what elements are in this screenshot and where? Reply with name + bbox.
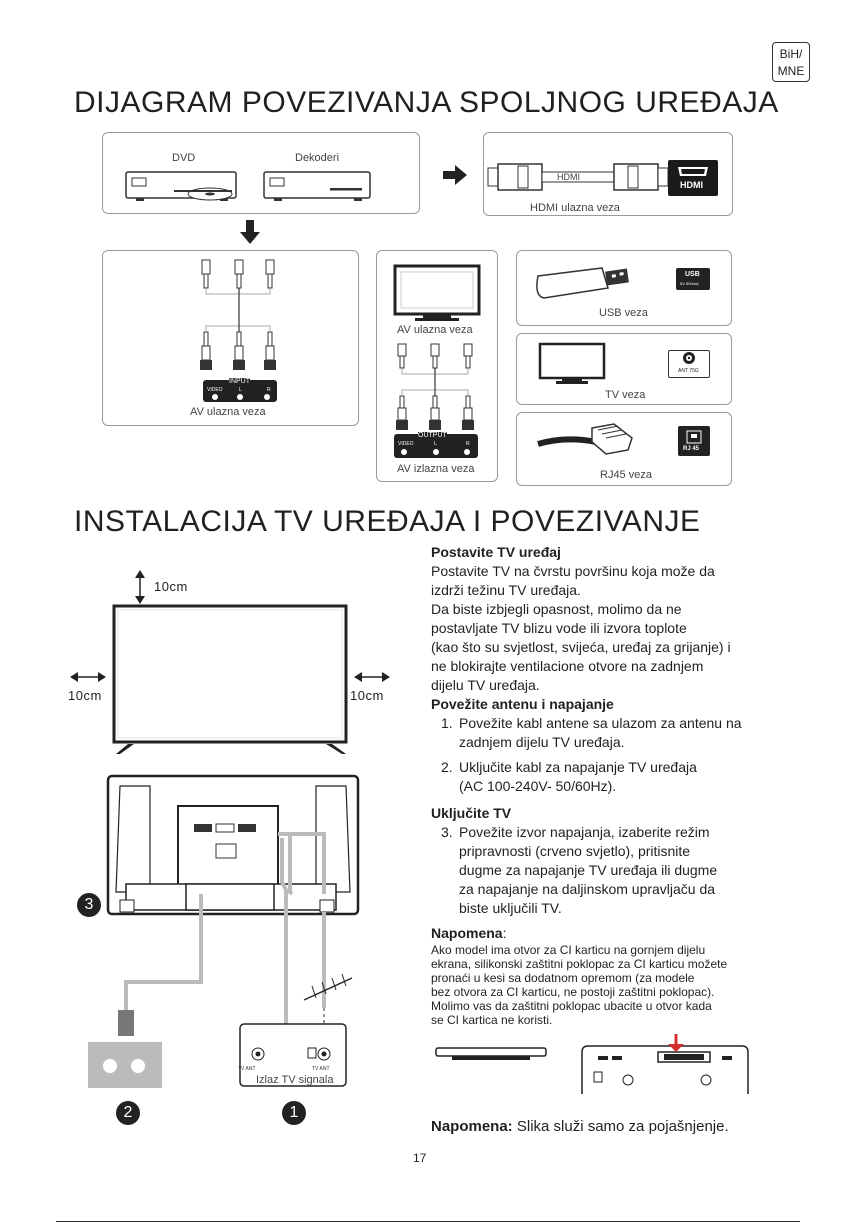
step-3-line-3: za napajanje na daljinskom upravljaču da — [459, 881, 716, 897]
note-line-2: pronaći u kesi sa dodatnom opremom (za modele — [431, 971, 695, 985]
step-3-line-0: Povežite izvor napajanja, izaberite režim — [459, 824, 710, 840]
place-line-2: Da biste izbjegli opasnost, molimo da ne — [431, 601, 682, 617]
output-jacks-icon — [394, 447, 478, 457]
tv-back-illustration — [86, 772, 376, 1122]
usb-port-sub: 5V 500mA — [680, 281, 699, 286]
ant-label-b: TV ANT — [312, 1066, 330, 1072]
down-arrow-icon — [240, 220, 260, 244]
note-line-3: bez otvora za CI karticu, ne postoji zaštitni poklopac). — [431, 985, 715, 999]
rj45-port-label: RJ 45 — [683, 446, 700, 452]
step-2 — [431, 758, 771, 796]
note-heading: Napomena — [431, 925, 503, 941]
place-line-3: postavljate TV blizu vode ili izvora toplote — [431, 620, 687, 636]
output-video-label: VIDEO — [398, 441, 414, 447]
step-2-line-1: (AC 100-240V- 50/60Hz). — [459, 778, 617, 794]
marker-3: 3 — [77, 893, 101, 917]
monitor-icon — [393, 264, 483, 322]
hdmi-cable-label: HDMI — [557, 172, 580, 182]
place-line-6: dijelu TV uređaja. — [431, 677, 540, 693]
on-heading: Uključite TV — [431, 805, 512, 821]
ci-slot-illustration — [432, 1034, 752, 1100]
instructions-column — [431, 543, 771, 1027]
hdmi-cable-icon — [488, 160, 728, 196]
place-line-4: (kao što su svjetlost, svijeća, uređaj za grijanje) i — [431, 639, 731, 655]
step-3 — [431, 823, 771, 918]
usb-caption: USB veza — [599, 307, 648, 319]
ant-port-label: ANT 75Ω — [678, 368, 699, 374]
output-r-label: R — [466, 441, 470, 447]
badge-line-1: BiH/ — [779, 47, 803, 61]
clearance-right: 10cm — [350, 688, 384, 703]
step-2-num: 2. — [441, 759, 453, 775]
input-r-label: R — [267, 387, 271, 393]
place-heading: Postavite TV uređaj — [431, 544, 561, 560]
decoder-label: Dekoderi — [295, 152, 340, 164]
place-line-5: ne blokirajte ventilacione otvore na zadnjem — [431, 658, 704, 674]
step-1-line-1: zadnjem dijelu TV uređaja. — [459, 734, 625, 750]
output-panel-label: OUTPUT — [418, 432, 447, 439]
ethernet-port-icon — [686, 430, 702, 444]
rca-cable-2-icon — [392, 342, 482, 434]
step-1-line-0: Povežite kabl antene sa ulazom za antenu na — [459, 715, 742, 731]
input-l-label: L — [239, 387, 242, 393]
final-note-text: Slika služi samo za pojašnjenje. — [512, 1118, 729, 1135]
step-1-num: 1. — [441, 715, 453, 731]
step-2-line-0: Uključite kabl za napajanje TV uređaja — [459, 759, 697, 775]
hdmi-caption: HDMI ulazna veza — [530, 202, 620, 214]
place-line-0: Postavite TV na čvrstu površinu koja može da — [431, 563, 715, 579]
note-line-1: ekrana, silikonski zaštitni poklopac za CI karticu možete — [431, 957, 728, 971]
input-panel-label: INPUT — [229, 378, 250, 385]
step-3-num: 3. — [441, 824, 453, 840]
note-colon: : — [502, 925, 507, 941]
footer-rule — [56, 1221, 800, 1222]
dvd-player-icon — [126, 172, 236, 201]
connect-heading: Povežite antenu i napajanje — [431, 696, 614, 712]
step-1 — [431, 714, 771, 752]
step-3-line-2: dugme za napajanje TV uređaja ili dugme — [459, 862, 718, 878]
rca-cable-icon — [190, 256, 290, 380]
sources-illustration — [124, 166, 374, 210]
step-3-line-1: pripravnosti (crveno svjetlo), pritisnite — [459, 843, 691, 859]
input-video-label: VIDEO — [207, 387, 223, 393]
right-arrow-icon — [443, 165, 467, 185]
clearance-top: 10cm — [154, 579, 188, 594]
region-badge — [772, 42, 810, 82]
place-line-1: izdrži težinu TV uređaja. — [431, 582, 581, 598]
input-jacks-icon — [203, 392, 277, 402]
marker-2: 2 — [116, 1101, 140, 1125]
tv-caption: TV veza — [605, 389, 646, 401]
rj45-cable-icon — [536, 420, 646, 460]
hdmi-port-label: HDMI — [680, 180, 703, 190]
note-line-0: Ako model ima otvor za CI karticu na gornjem dijelu — [431, 943, 706, 957]
rj45-caption: RJ45 veza — [600, 469, 652, 481]
note-line-4: Molimo vas da zaštitni poklopac ubacite u otvor kada — [431, 999, 712, 1013]
av-input-caption: AV ulazna veza — [190, 406, 266, 418]
av-tv-in-caption: AV ulazna veza — [397, 324, 473, 336]
badge-line-2: MNE — [777, 64, 805, 78]
page-number: 17 — [413, 1151, 427, 1165]
final-note — [431, 1117, 729, 1136]
usb-stick-icon — [532, 266, 632, 300]
marker-1: 1 — [282, 1101, 306, 1125]
coax-port-icon — [682, 351, 696, 365]
av-tv-out-caption: AV izlazna veza — [397, 463, 475, 475]
section-1-title: DIJAGRAM POVEZIVANJA SPOLJNOG UREĐAJA — [74, 86, 779, 119]
note-heading-row — [431, 924, 771, 943]
dvd-label: DVD — [172, 152, 196, 164]
ant-label-a: TV ANT — [238, 1066, 256, 1072]
clearance-left: 10cm — [68, 688, 102, 703]
note-line-5: se CI kartica ne koristi. — [431, 1013, 553, 1027]
tv-front-illustration — [60, 570, 400, 760]
tv-monitor-icon — [538, 342, 610, 386]
output-l-label: L — [434, 441, 437, 447]
section-2-title: INSTALACIJA TV UREĐAJA I POVEZIVANJE — [74, 505, 701, 538]
step-3-line-4: biste uključili TV. — [459, 900, 562, 916]
usb-port-label: USB — [685, 271, 700, 278]
decoder-icon — [264, 172, 370, 201]
final-note-bold: Napomena: — [431, 1118, 513, 1135]
signal-caption: Izlaz TV signala — [256, 1074, 334, 1086]
